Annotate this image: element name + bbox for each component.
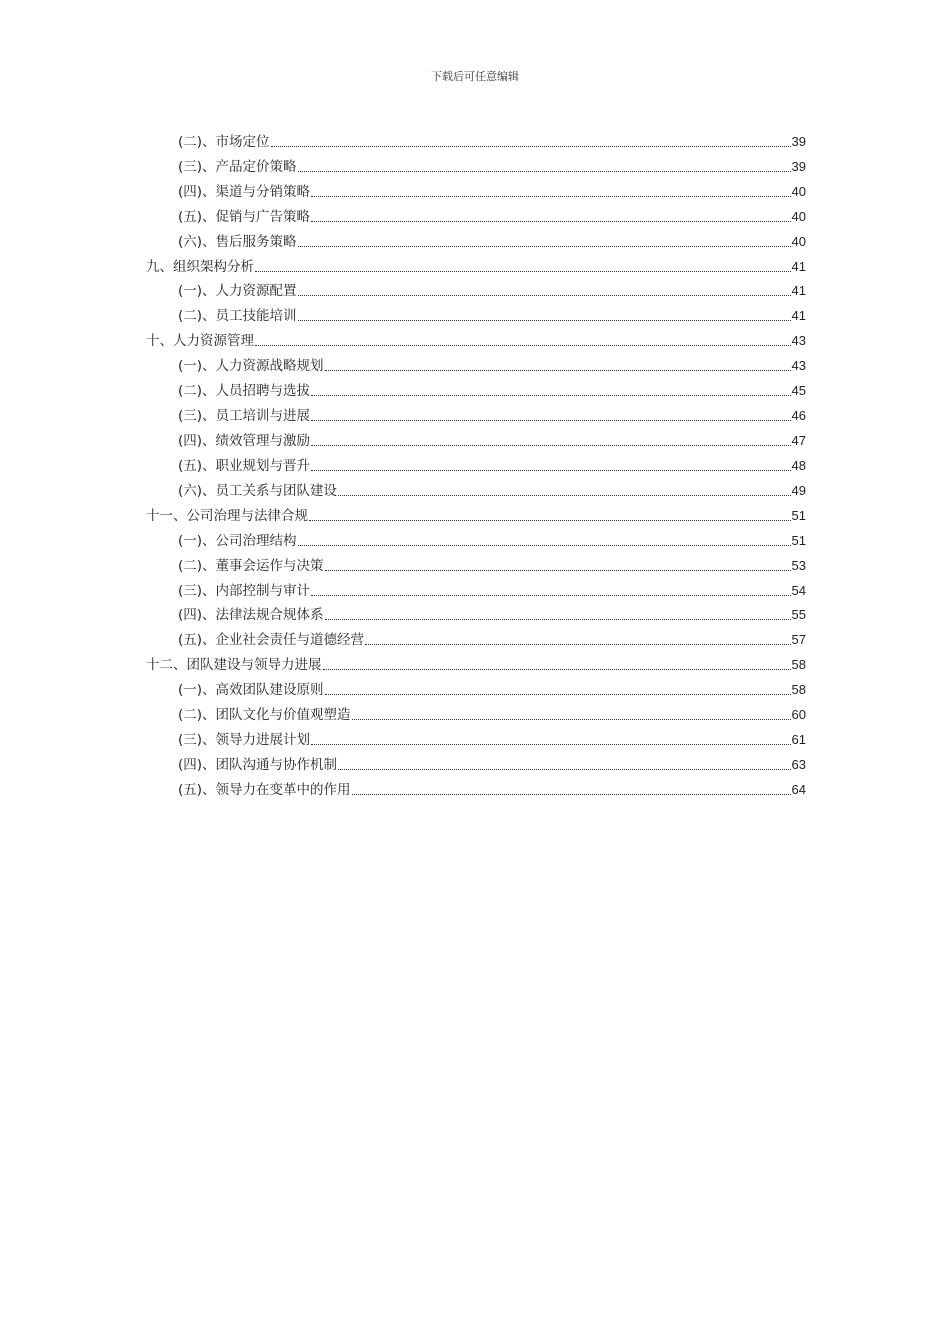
toc-section-entry[interactable] xyxy=(146,375,806,400)
toc-dot-leader xyxy=(255,270,791,272)
toc-section-entry[interactable] xyxy=(146,724,806,749)
toc-dot-leader xyxy=(352,793,791,795)
toc-dot-leader xyxy=(338,768,790,770)
table-of-contents xyxy=(146,126,806,799)
toc-page-number: 41 xyxy=(791,258,806,274)
toc-entry-label: (二)、董事会运作与决策 xyxy=(178,557,324,574)
toc-page-number: 40 xyxy=(791,233,806,249)
toc-entry-label: (一)、高效团队建设原则 xyxy=(178,682,324,699)
toc-section-entry[interactable] xyxy=(146,176,806,201)
toc-page-number: 41 xyxy=(791,308,806,324)
toc-page-number: 51 xyxy=(791,507,806,523)
toc-section-entry[interactable] xyxy=(146,575,806,600)
toc-entry-label: (六)、员工关系与团队建设 xyxy=(178,482,338,499)
toc-page-number: 39 xyxy=(791,158,806,174)
toc-entry-label: 十二、团队建设与领导力进展 xyxy=(146,657,322,674)
toc-entry-label: (一)、公司治理结构 xyxy=(178,532,297,549)
toc-page-number: 45 xyxy=(791,383,806,399)
toc-page-number: 40 xyxy=(791,183,806,199)
toc-section-entry[interactable] xyxy=(146,699,806,724)
toc-dot-leader xyxy=(298,544,791,546)
toc-chapter-entry[interactable] xyxy=(146,325,806,350)
toc-entry-label: (二)、市场定位 xyxy=(178,133,270,150)
toc-section-entry[interactable] xyxy=(146,226,806,251)
toc-entry-label: (五)、企业社会责任与道德经营 xyxy=(178,632,365,649)
toc-page-number: 46 xyxy=(791,408,806,424)
toc-dot-leader xyxy=(338,494,790,496)
toc-page-number: 64 xyxy=(791,781,806,797)
toc-dot-leader xyxy=(311,594,790,596)
toc-section-entry[interactable] xyxy=(146,624,806,649)
toc-dot-leader xyxy=(309,519,791,521)
page-header: 下载后可任意编辑 xyxy=(431,70,519,83)
toc-dot-leader xyxy=(311,743,790,745)
toc-entry-label: (三)、员工培训与进展 xyxy=(178,408,311,425)
toc-entry-label: (四)、绩效管理与激励 xyxy=(178,432,311,449)
toc-page-number: 47 xyxy=(791,432,806,448)
toc-page-number: 61 xyxy=(791,732,806,748)
toc-section-entry[interactable] xyxy=(146,425,806,450)
toc-dot-leader xyxy=(311,195,790,197)
toc-page-number: 43 xyxy=(791,358,806,374)
toc-entry-label: (二)、员工技能培训 xyxy=(178,308,297,325)
toc-entry-label: (五)、职业规划与晋升 xyxy=(178,457,311,474)
toc-page-number: 57 xyxy=(791,632,806,648)
toc-dot-leader xyxy=(255,344,791,346)
toc-page-number: 41 xyxy=(791,283,806,299)
toc-dot-leader xyxy=(323,668,791,670)
toc-entry-label: (一)、人力资源配置 xyxy=(178,283,297,300)
toc-dot-leader xyxy=(325,618,791,620)
toc-dot-leader xyxy=(311,394,790,396)
toc-entry-label: 十一、公司治理与法律合规 xyxy=(146,507,308,524)
toc-section-entry[interactable] xyxy=(146,276,806,301)
toc-section-entry[interactable] xyxy=(146,774,806,799)
toc-section-entry[interactable] xyxy=(146,151,806,176)
toc-page-number: 40 xyxy=(791,208,806,224)
toc-page-number: 48 xyxy=(791,457,806,473)
toc-entry-label: 九、组织架构分析 xyxy=(146,258,254,275)
toc-entry-label: (二)、人员招聘与选拔 xyxy=(178,383,311,400)
toc-entry-label: (四)、渠道与分销策略 xyxy=(178,183,311,200)
toc-entry-label: (三)、产品定价策略 xyxy=(178,158,297,175)
toc-section-entry[interactable] xyxy=(146,350,806,375)
toc-dot-leader xyxy=(298,245,791,247)
toc-entry-label: (三)、领导力进展计划 xyxy=(178,732,311,749)
toc-page-number: 55 xyxy=(791,607,806,623)
toc-entry-label: 十、人力资源管理 xyxy=(146,333,254,350)
toc-dot-leader xyxy=(271,145,791,147)
toc-page-number: 58 xyxy=(791,682,806,698)
toc-page-number: 51 xyxy=(791,532,806,548)
toc-page-number: 49 xyxy=(791,482,806,498)
toc-section-entry[interactable] xyxy=(146,450,806,475)
toc-page-number: 60 xyxy=(791,707,806,723)
toc-dot-leader xyxy=(325,569,791,571)
toc-dot-leader xyxy=(311,419,790,421)
toc-chapter-entry[interactable] xyxy=(146,251,806,276)
toc-dot-leader xyxy=(298,294,791,296)
toc-dot-leader xyxy=(298,170,791,172)
toc-section-entry[interactable] xyxy=(146,674,806,699)
toc-page-number: 39 xyxy=(791,133,806,149)
toc-section-entry[interactable] xyxy=(146,201,806,226)
toc-entry-label: (五)、促销与广告策略 xyxy=(178,208,311,225)
toc-entry-label: (六)、售后服务策略 xyxy=(178,233,297,250)
toc-page-number: 43 xyxy=(791,333,806,349)
toc-entry-label: (三)、内部控制与审计 xyxy=(178,582,311,599)
toc-dot-leader xyxy=(325,693,791,695)
toc-page-number: 58 xyxy=(791,657,806,673)
toc-section-entry[interactable] xyxy=(146,300,806,325)
toc-section-entry[interactable] xyxy=(146,475,806,500)
toc-entry-label: (四)、团队沟通与协作机制 xyxy=(178,756,338,773)
toc-entry-label: (二)、团队文化与价值观塑造 xyxy=(178,707,351,724)
toc-dot-leader xyxy=(325,369,791,371)
toc-chapter-entry[interactable] xyxy=(146,649,806,674)
toc-section-entry[interactable] xyxy=(146,126,806,151)
toc-page-number: 53 xyxy=(791,557,806,573)
toc-chapter-entry[interactable] xyxy=(146,500,806,525)
toc-section-entry[interactable] xyxy=(146,525,806,550)
toc-section-entry[interactable] xyxy=(146,400,806,425)
toc-dot-leader xyxy=(311,220,790,222)
toc-entry-label: (四)、法律法规合规体系 xyxy=(178,607,324,624)
toc-dot-leader xyxy=(352,718,791,720)
toc-entry-label: (一)、人力资源战略规划 xyxy=(178,358,324,375)
toc-page-number: 54 xyxy=(791,582,806,598)
toc-page-number: 63 xyxy=(791,756,806,772)
toc-dot-leader xyxy=(365,643,790,645)
toc-section-entry[interactable] xyxy=(146,600,806,625)
toc-dot-leader xyxy=(311,444,790,446)
toc-section-entry[interactable] xyxy=(146,550,806,575)
toc-section-entry[interactable] xyxy=(146,749,806,774)
toc-dot-leader xyxy=(311,469,790,471)
toc-entry-label: (五)、领导力在变革中的作用 xyxy=(178,781,351,798)
toc-dot-leader xyxy=(298,319,791,321)
